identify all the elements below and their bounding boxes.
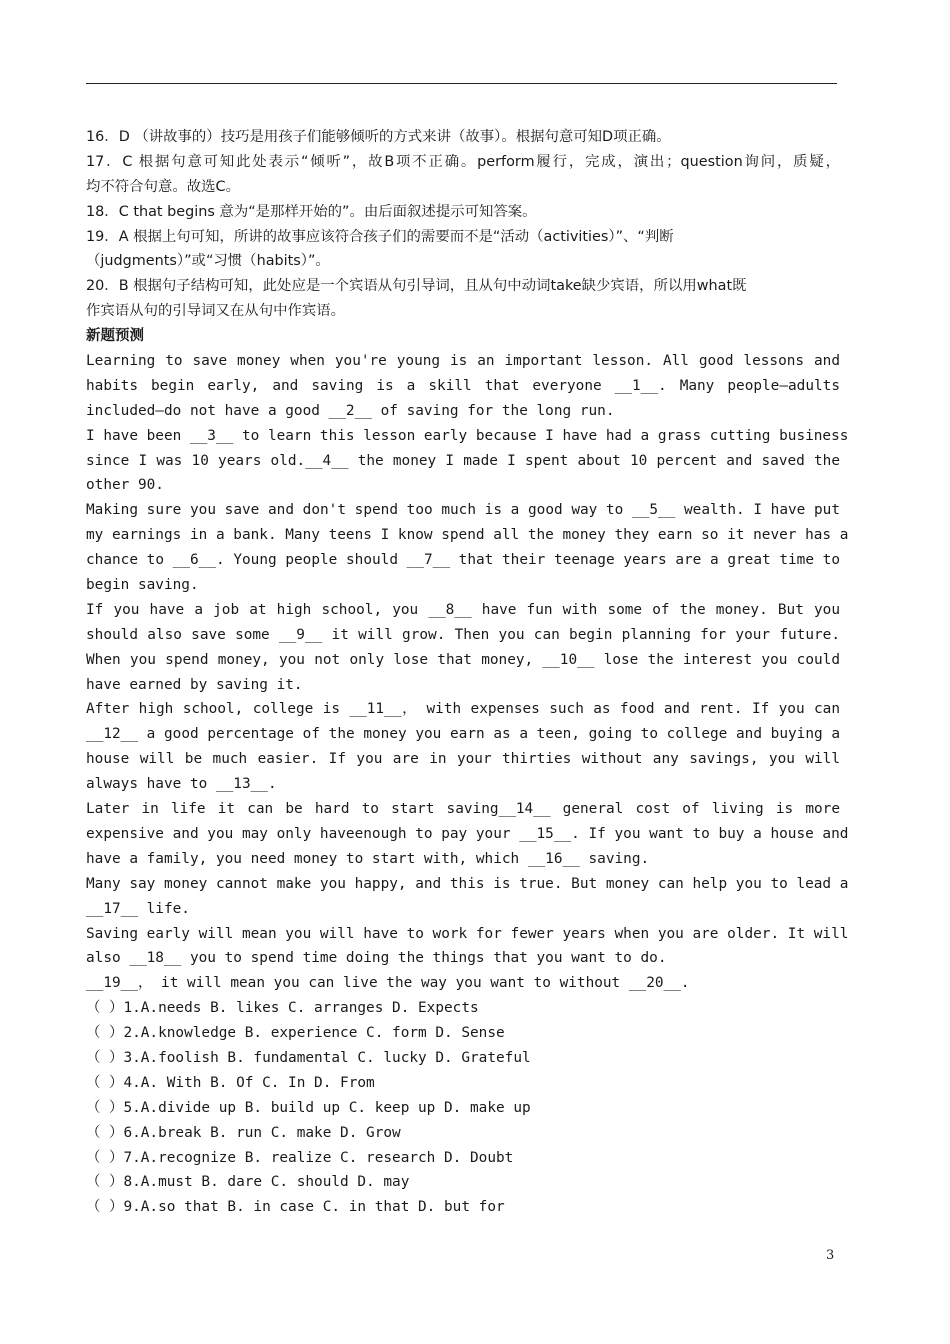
document-body bbox=[86, 125, 849, 1220]
passage-p4-line-2: should also save some __9__ it will grow. Then you can begin planning for your future. bbox=[86, 626, 840, 643]
passage-p5-line-3: house will be much easier. If you are in your thirties without any savings, you will bbox=[86, 751, 840, 768]
option-row-3: （ ）3.A.foolish B. fundamental C. lucky D. Grateful bbox=[86, 1049, 531, 1066]
passage-p3-line-4: begin saving. bbox=[86, 577, 199, 594]
passage-p1-line-3: included—do not have a good __2__ of saving for the long run. bbox=[86, 402, 615, 419]
passage-p2-line-2: since I was 10 years old.__4__ the money I made I spent about 10 percent and saved the bbox=[86, 452, 840, 469]
passage-p5-line-4: always have to __13__. bbox=[86, 776, 277, 793]
answer-18: 18．C that begins 意为“是那样开始的”。由后面叙述提示可知答案。 bbox=[86, 203, 537, 220]
passage-p3-line-3: chance to __6__. Young people should __7__ that their teenage years are a great time to bbox=[86, 552, 840, 569]
passage-p8-line-2: also __18__ you to spend time doing the things that you want to do. bbox=[86, 950, 667, 967]
passage-p5-line-1: After high school, college is __11__， with expenses such as food and rent. If you can bbox=[86, 701, 840, 718]
answer-17-line-1: 17．C 根据句意可知此处表示“倾听”，故B项不正确。perform履行，完成，演出；question询问，质疑， bbox=[86, 153, 840, 170]
passage-p6-line-2: expensive and you may only haveenough to pay your __15__. If you want to buy a house and bbox=[86, 825, 849, 842]
option-row-9: （ ）9.A.so that B. in case C. in that D. but for bbox=[86, 1199, 505, 1216]
passage-p2-line-1: I have been __3__ to learn this lesson early because I have had a grass cutting business bbox=[86, 427, 849, 444]
passage-p5-line-2: __12__ a good percentage of the money you earn as a teen, going to college and buying a bbox=[86, 726, 840, 743]
passage-p6-line-3: have a family, you need money to start with, which __16__ saving. bbox=[86, 850, 650, 867]
passage-p1-line-2: habits begin early, and saving is a skill that everyone __1__. Many people—adults bbox=[86, 377, 840, 394]
answer-19-line-1: 19．A 根据上句可知，所讲的故事应该符合孩子们的需要而不是“活动（activities）”、“判断 bbox=[86, 228, 674, 245]
option-row-6: （ ）6.A.break B. run C. make D. Grow bbox=[86, 1124, 401, 1141]
passage-p4-line-3: When you spend money, you not only lose that money, __10__ lose the interest you could bbox=[86, 651, 840, 668]
passage-p6-line-1: Later in life it can be hard to start saving__14__ general cost of living is more bbox=[86, 801, 840, 818]
answer-19-line-2: （judgments）”或“习惯（habits）”。 bbox=[86, 253, 330, 270]
option-row-2: （ ）2.A.knowledge B. experience C. form D. Sense bbox=[86, 1025, 505, 1042]
option-row-5: （ ）5.A.divide up B. build up C. keep up D. make up bbox=[86, 1099, 531, 1116]
passage-p2-line-3: other 90. bbox=[86, 477, 164, 494]
passage-p3-line-2: my earnings in a bank. Many teens I know spend all the money they earn so it never has a bbox=[86, 527, 849, 544]
passage-p8-line-1: Saving early will mean you will have to work for fewer years when you are older. It will bbox=[86, 925, 849, 942]
option-row-8: （ ）8.A.must B. dare C. should D. may bbox=[86, 1174, 410, 1191]
passage-p7-line-1: Many say money cannot make you happy, and this is true. But money can help you to lead a bbox=[86, 875, 849, 892]
option-row-1: （ ）1.A.needs B. likes C. arranges D. Expects bbox=[86, 1000, 479, 1017]
option-row-4: （ ）4.A. With B. Of C. In D. From bbox=[86, 1074, 375, 1091]
answer-16: 16．D （讲故事的）技巧是用孩子们能够倾听的方式来讲（故事）。根据句意可知D项正确。 bbox=[86, 129, 671, 145]
passage-p1-line-1: Learning to save money when you're young is an important lesson. All good lessons and bbox=[86, 353, 840, 370]
answer-20-line-1: 20．B 根据句子结构可知，此处应是一个宾语从句引导词，且从句中动词take缺少宾语，所以用what既 bbox=[86, 278, 747, 295]
answer-17-line-2: 均不符合句意。故选C。 bbox=[86, 178, 240, 195]
page-number: 3 bbox=[826, 1248, 835, 1263]
section-heading: 新题预测 bbox=[86, 328, 144, 345]
passage-p7-line-2: __17__ life. bbox=[86, 900, 190, 917]
header-rule bbox=[86, 83, 837, 84]
answer-20-line-2: 作宾语从句的引导词又在从句中作宾语。 bbox=[86, 303, 346, 320]
passage-p3-line-1: Making sure you save and don't spend too much is a good way to __5__ wealth. I have put bbox=[86, 502, 840, 519]
passage-p4-line-1: If you have a job at high school, you __8__ have fun with some of the money. But you bbox=[86, 601, 840, 618]
passage-p4-line-4: have earned by saving it. bbox=[86, 676, 303, 693]
option-row-7: （ ）7.A.recognize B. realize C. research D. Doubt bbox=[86, 1149, 514, 1166]
passage-p9-line-1: __19__， it will mean you can live the way you want to without __20__. bbox=[86, 975, 690, 992]
